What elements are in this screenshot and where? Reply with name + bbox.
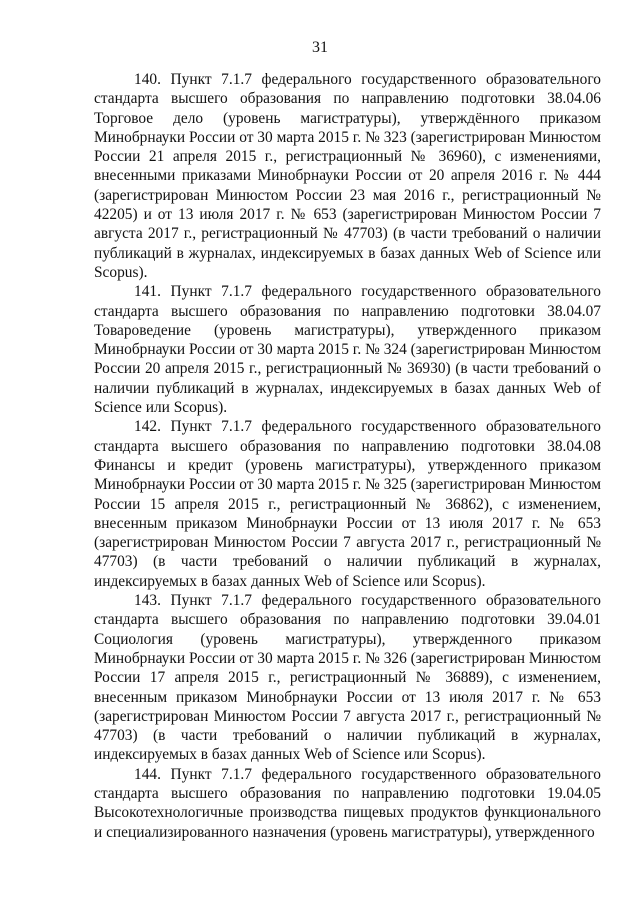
paragraph-143: 143. Пункт 7.1.7 федерального государственного образовательного стандарта высшего образования по направлению подготовки 39.04.01 Социология (уровень магистратуры), утвержденного приказом Минобрнауки России от 30 марта 2015 г. № 326 (зарегистрирован Минюстом России 17 апреля 2015 г., регистрационный № 36889), с изменением, внесенным приказом Минобрнауки России от 13 июля 2017 г. № 653 (зарегистрирован Минюстом России 7 августа 2017 г., регистрационный № 47703) (в части требований о наличии публикаций в журналах, индексируемых в базах данных Web of Science или Scopus). [94, 592, 601, 764]
paragraph-141: 141. Пункт 7.1.7 федерального государственного образовательного стандарта высшего образования по направлению подготовки 38.04.07 Товароведение (уровень магистратуры), утвержденного приказом Минобрнауки России от 30 марта 2015 г. № 324 (зарегистрирован Минюстом России 20 апреля 2015 г., регистрационный № 36930) (в части требований о наличии публикаций в журналах, индексируемых в базах данных Web of Science или Scopus). [94, 283, 601, 417]
page-number: 31 [312, 39, 328, 56]
paragraph-140: 140. Пункт 7.1.7 федерального государственного образовательного стандарта высшего образования по направлению подготовки 38.04.06 Торговое дело (уровень магистратуры), утверждённого приказом Минобрнауки России от 30 марта 2015 г. № 323 (зарегистрирован Минюстом России 21 апреля 2015 г., регистрационный № 36960), с изменениями, внесенными приказами Минобрнауки России от 20 апреля 2016 г. № 444 (зарегистрирован Минюстом России 23 мая 2016 г., регистрационный № 42205) и от 13 июля 2017 г. № 653 (зарегистрирован Минюстом России 7 августа 2017 г., регистрационный № 47703) (в части требований о наличии публикаций в журналах, индексируемых в базах данных Web of Science или Scopus). [94, 71, 601, 281]
paragraph-142: 142. Пункт 7.1.7 федерального государственного образовательного стандарта высшего образования по направлению подготовки 38.04.08 Финансы и кредит (уровень магистратуры), утвержденного приказом Минобрнауки России от 30 марта 2015 г. № 325 (зарегистрирован Минюстом России 15 апреля 2015 г., регистрационный № 36862), с изменением, внесенным приказом Минобрнауки России от 13 июля 2017 г. № 653 (зарегистрирован Минюстом России 7 августа 2017 г., регистрационный № 47703) (в части требований о наличии публикаций в журналах, индексируемых в базах данных Web of Science или Scopus). [94, 418, 601, 590]
document-body [94, 70, 601, 842]
paragraph-144: 144. Пункт 7.1.7 федерального государственного образовательного стандарта высшего образования по направлению подготовки 19.04.05 Высокотехнологичные производства пищевых продуктов функционального и специализированного назначения (уровень магистратуры), утвержденного [94, 765, 601, 841]
